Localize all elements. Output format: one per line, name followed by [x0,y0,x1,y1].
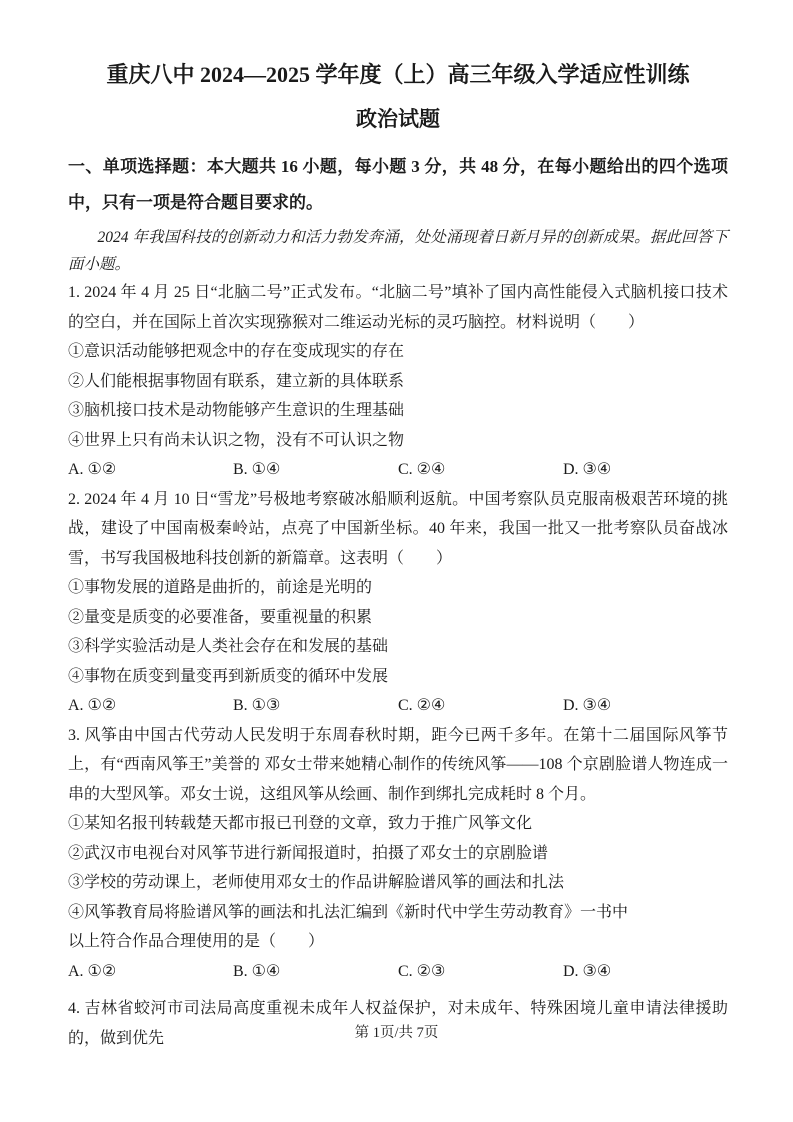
question-item: ④风筝教育局将脸谱风筝的画法和扎法汇编到《新时代中学生劳动教育》一书中 [68,903,629,921]
question-item: ④世界上只有尚未认识之物，没有不可认识之物 [68,431,405,449]
question-stem: 2. 2024 年 4 月 10 日“雪龙”号极地考察破冰船顺利返航。中国考察队员克服南极艰苦环境的挑战，建设了中国南极秦岭站，点亮了中国新坐标。40 年来，我国一批又一批考察队员奋战冰雪，书写我国极地科技创新的新篇章。这表明（ ） [68,490,728,567]
question-1 [68,278,728,485]
exam-subtitle: 政治试题 [356,107,440,131]
option-d: D. ③④ [563,461,612,478]
options-row [68,957,728,987]
options-row [68,455,728,485]
option-a: A. ①② [68,962,117,980]
option-b: B. ①③ [233,697,281,714]
question-item: ②量变是质变的必要准备，要重视量的积累 [68,608,373,626]
question-item: ①事物发展的道路是曲折的，前途是光明的 [68,579,373,596]
option-a: A. ①② [68,461,117,478]
option-b: B. ①④ [233,962,281,980]
option-d: D. ③④ [563,697,612,714]
question-item: ③科学实验活动是人类社会存在和发展的基础 [68,638,389,655]
option-b: B. ①④ [233,461,281,478]
option-d: D. ③④ [563,962,612,980]
section-instructions: 一、单项选择题：本大题共 16 小题，每小题 3 分，共 48 分，在每小题给出的四个选项中，只有一项是符合题目要求的。 [68,157,728,212]
question-item: ①某知名报刊转载楚天都市报已刊登的文章，致力于推广风筝文化 [68,815,533,832]
exam-title: 重庆八中 2024—2025 学年度（上）高三年级入学适应性训练 [106,62,690,87]
question-stem: 1. 2024 年 4 月 25 日“北脑二号”正式发布。“北脑二号”填补了国内高性能侵入式脑机接口技术的空白，并在国际上首次实现猕猴对二维运动光标的灵巧脑控。材料说明（ ） [68,284,728,331]
option-c: C. ②④ [398,697,446,714]
context-note: 2024 年我国科技的创新动力和活力勃发奔涌，处处涌现着日新月异的创新成果。据此回答下面小题。 [68,229,728,273]
option-c: C. ②④ [398,461,446,478]
option-c: C. ②③ [398,962,446,980]
question-item: ②人们能根据事物固有联系，建立新的具体联系 [68,372,405,390]
question-tail: 以上符合作品合理使用的是（ ） [68,933,325,950]
page-number: 第 1页/共 7页 [354,1025,439,1041]
question-stem: 4. 吉林省蛟河市司法局高度重视未成年人权益保护，对未成年、特殊困境儿童申请法律援助的，做到优先 [68,1000,728,1047]
question-item: ④事物在质变到量变再到新质变的循环中发展 [68,667,389,685]
question-item: ②武汉市电视台对风筝节进行新闻报道时，拍摄了邓女士的京剧脸谱 [68,844,549,862]
option-a: A. ①② [68,697,117,714]
options-row [68,691,728,721]
question-item: ③脑机接口技术是动物能够产生意识的生理基础 [68,402,405,419]
page-content [68,58,728,1053]
question-item: ①意识活动能够把观念中的存在变成现实的存在 [68,343,405,360]
question-stem: 3. 风筝由中国古代劳动人民发明于东周春秋时期，距今已两千多年。在第十二届国际风筝节上，有“西南风筝王”美誉的 邓女士带来她精心制作的传统风筝——108 个京剧脸谱人物连成一串的大型风筝。邓女士说，这组风筝从绘画、制作到绑扎完成耗时 8 个月。 [68,726,728,803]
question-2 [68,485,728,721]
question-item: ③学校的劳动课上，老师使用邓女士的作品讲解脸谱风筝的画法和扎法 [68,874,565,891]
question-3 [68,721,728,987]
